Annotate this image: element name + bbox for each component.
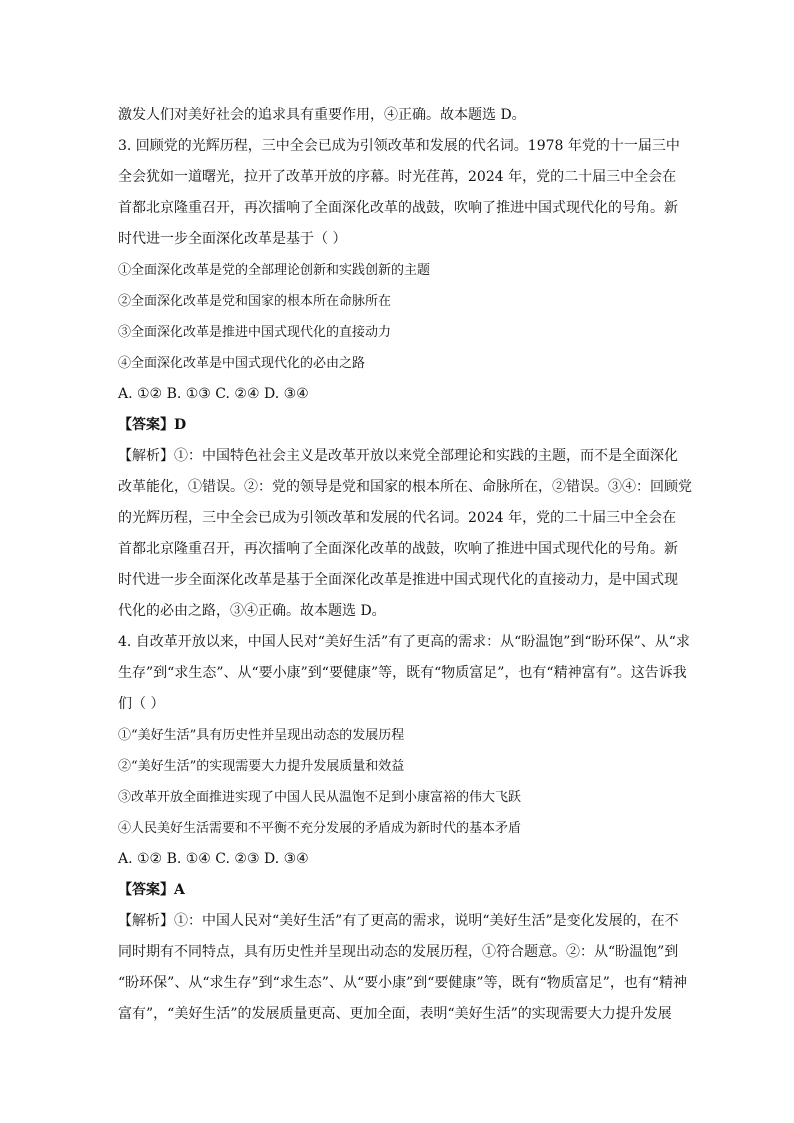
- analysis-text: “盼环保”、从“求生存”到“求生态”、从“要小康”到“要健康”等，既有“物质富足”，也有“精神: [118, 975, 688, 991]
- text-line: 全会犹如一道曙光，拉开了改革开放的序幕。时光荏苒，2024 年，党的二十届三中全会在: [118, 169, 677, 185]
- option-statement: ①全面深化改革是党的全部理论创新和实践创新的主题: [118, 263, 431, 278]
- analysis-text: 的光辉历程，三中全会已成为引领改革和发展的代名词。2024 年，党的二十届三中全会在: [118, 510, 677, 526]
- analysis-text: 富有”，“美好生活”的发展质量更高、更加全面，表明“美好生活”的实现需要大力提升发展: [118, 1006, 672, 1022]
- option-statement: ③全面深化改革是推进中国式现代化的直接动力: [118, 325, 392, 340]
- text-line: 首都北京隆重召开，再次擂响了全面深化改革的战鼓，吹响了推进中国式现代化的号角。新: [118, 200, 678, 216]
- analysis-text: 首都北京隆重召开，再次擂响了全面深化改革的战鼓，吹响了推进中国式现代化的号角。新: [118, 541, 678, 557]
- question-4-stem: 4. 自改革开放以来，中国人民对“美好生活”有了更高的需求：从“盼温饱”到“盼环保”、从“求: [118, 634, 690, 650]
- text-line: 时代进一步全面深化改革是基于（ ）: [118, 231, 347, 247]
- question-3-stem: 3. 回顾党的光辉历程，三中全会已成为引领改革和发展的代名词。1978 年党的十一届三中: [118, 138, 680, 154]
- analysis-text: 【解析】①：中国人民对“美好生活”有了更高的需求，说明“美好生活”是变化发展的，在不: [118, 913, 679, 929]
- document-page: [118, 100, 692, 1030]
- answer-label: 【答案】D: [118, 417, 187, 433]
- option-statement: ②“美好生活”的实现需要大力提升发展质量和效益: [118, 759, 405, 774]
- text-line: 们（ ）: [118, 696, 165, 712]
- choice-options: A. ①② B. ①③ C. ②④ D. ③④: [118, 386, 309, 402]
- option-statement: ④人民美好生活需要和不平衡不充分发展的矛盾成为新时代的基本矛盾: [118, 821, 522, 836]
- answer-label: 【答案】A: [118, 882, 185, 898]
- option-statement: ③改革开放全面推进实现了中国人民从温饱不足到小康富裕的伟大飞跃: [118, 790, 522, 805]
- analysis-text: 同时期有不同特点，具有历史性并呈现出动态的发展历程，①符合题意。②：从“盼温饱”到: [118, 944, 679, 960]
- choice-options: A. ①② B. ①④ C. ②③ D. ③④: [118, 851, 309, 867]
- option-statement: ②全面深化改革是党和国家的根本所在命脉所在: [118, 294, 392, 309]
- text-line: 生存”到“求生态”、从“要小康”到“要健康”等，既有“物质富足”，也有“精神富有”。这告诉我: [118, 665, 687, 681]
- analysis-text: 【解析】①：中国特色社会主义是改革开放以来党全部理论和实践的主题，而不是全面深化: [118, 448, 678, 464]
- text-line: 激发人们对美好社会的追求具有重要作用，④正确。故本题选 D。: [118, 107, 526, 123]
- analysis-text: 时代进一步全面深化改革是基于全面深化改革是推进中国式现代化的直接动力，是中国式现: [118, 572, 678, 588]
- analysis-text: 改革能化，①错误。②：党的领导是党和国家的根本所在、命脉所在，②错误。③④：回顾党: [118, 479, 692, 495]
- analysis-text: 代化的必由之路，③④正确。故本题选 D。: [118, 603, 386, 619]
- option-statement: ④全面深化改革是中国式现代化的必由之路: [118, 356, 366, 371]
- option-statement: ①“美好生活”具有历史性并呈现出动态的发展历程: [118, 728, 405, 743]
